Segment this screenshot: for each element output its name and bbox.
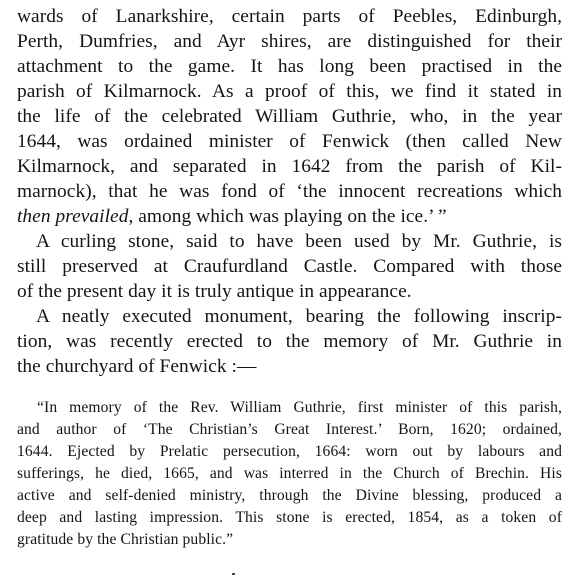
paragraph-1-line-3: attachment to the game. It has long been practised in the	[17, 56, 562, 77]
paragraph-1-line-9-rest: , among which was playing on the ice.’ ”	[128, 206, 447, 227]
paragraph-2-line-1: A curling stone, said to have been used by Mr. Guthrie, is	[36, 231, 562, 252]
inscription-line-2: and author of ‘The Christian’s Great Interest.’ Born, 1620; ordained,	[17, 421, 562, 438]
paragraph-2-line-2: still preserved at Craufurdland Castle. Compared with those	[17, 256, 562, 277]
paragraph-1-line-1: wards of Lanarkshire, certain parts of Peebles, Edinburgh,	[17, 6, 562, 27]
paragraph-3-line-2: tion, was recently erected to the memory of Mr. Guthrie in	[17, 331, 562, 352]
paragraph-3-line-1: A neatly executed monument, bearing the following inscrip-	[36, 306, 562, 327]
inscription-line-5: active and self-denied ministry, through the Divine blessing, produced a	[17, 487, 562, 504]
paragraph-1-line-4: parish of Kilmarnock. As a proof of this, we find it stated in	[17, 81, 562, 102]
paragraph-1-line-2: Perth, Dumfries, and Ayr shires, are distinguished for their	[17, 31, 562, 52]
paragraph-3-line-3: the churchyard of Fenwick :—	[17, 356, 257, 377]
inscription-line-7: gratitude by the Christian public.”	[17, 531, 234, 548]
paragraph-1-line-6: 1644, was ordained minister of Fenwick (then called New	[17, 131, 562, 152]
inscription-line-1: “In memory of the Rev. William Guthrie, first minister of this parish,	[37, 399, 562, 416]
inscription-line-4: sufferings, he died, 1665, and was interred in the Church of Brechin. His	[17, 465, 562, 482]
inscription-line-6: deep and lasting impression. This stone is erected, 1854, as a token of	[17, 509, 562, 526]
paragraph-1-line-8: marnock), that he was fond of ‘the innocent recreations which	[17, 181, 562, 202]
paragraph-2-line-3: of the present day it is truly antique in appearance.	[17, 281, 412, 302]
paragraph-1-line-5: the life of the celebrated William Guthrie, who, in the year	[17, 106, 562, 127]
paragraph-1-line-7: Kilmarnock, and separated in 1642 from the parish of Kil-	[17, 156, 562, 177]
inscription-line-3: 1644. Ejected by Prelatic persecution, 1664: worn out by labours and	[17, 443, 562, 460]
print-speck	[232, 573, 235, 575]
italic-phrase: then prevailed	[17, 206, 129, 227]
paragraph-1-line-9	[17, 207, 447, 226]
